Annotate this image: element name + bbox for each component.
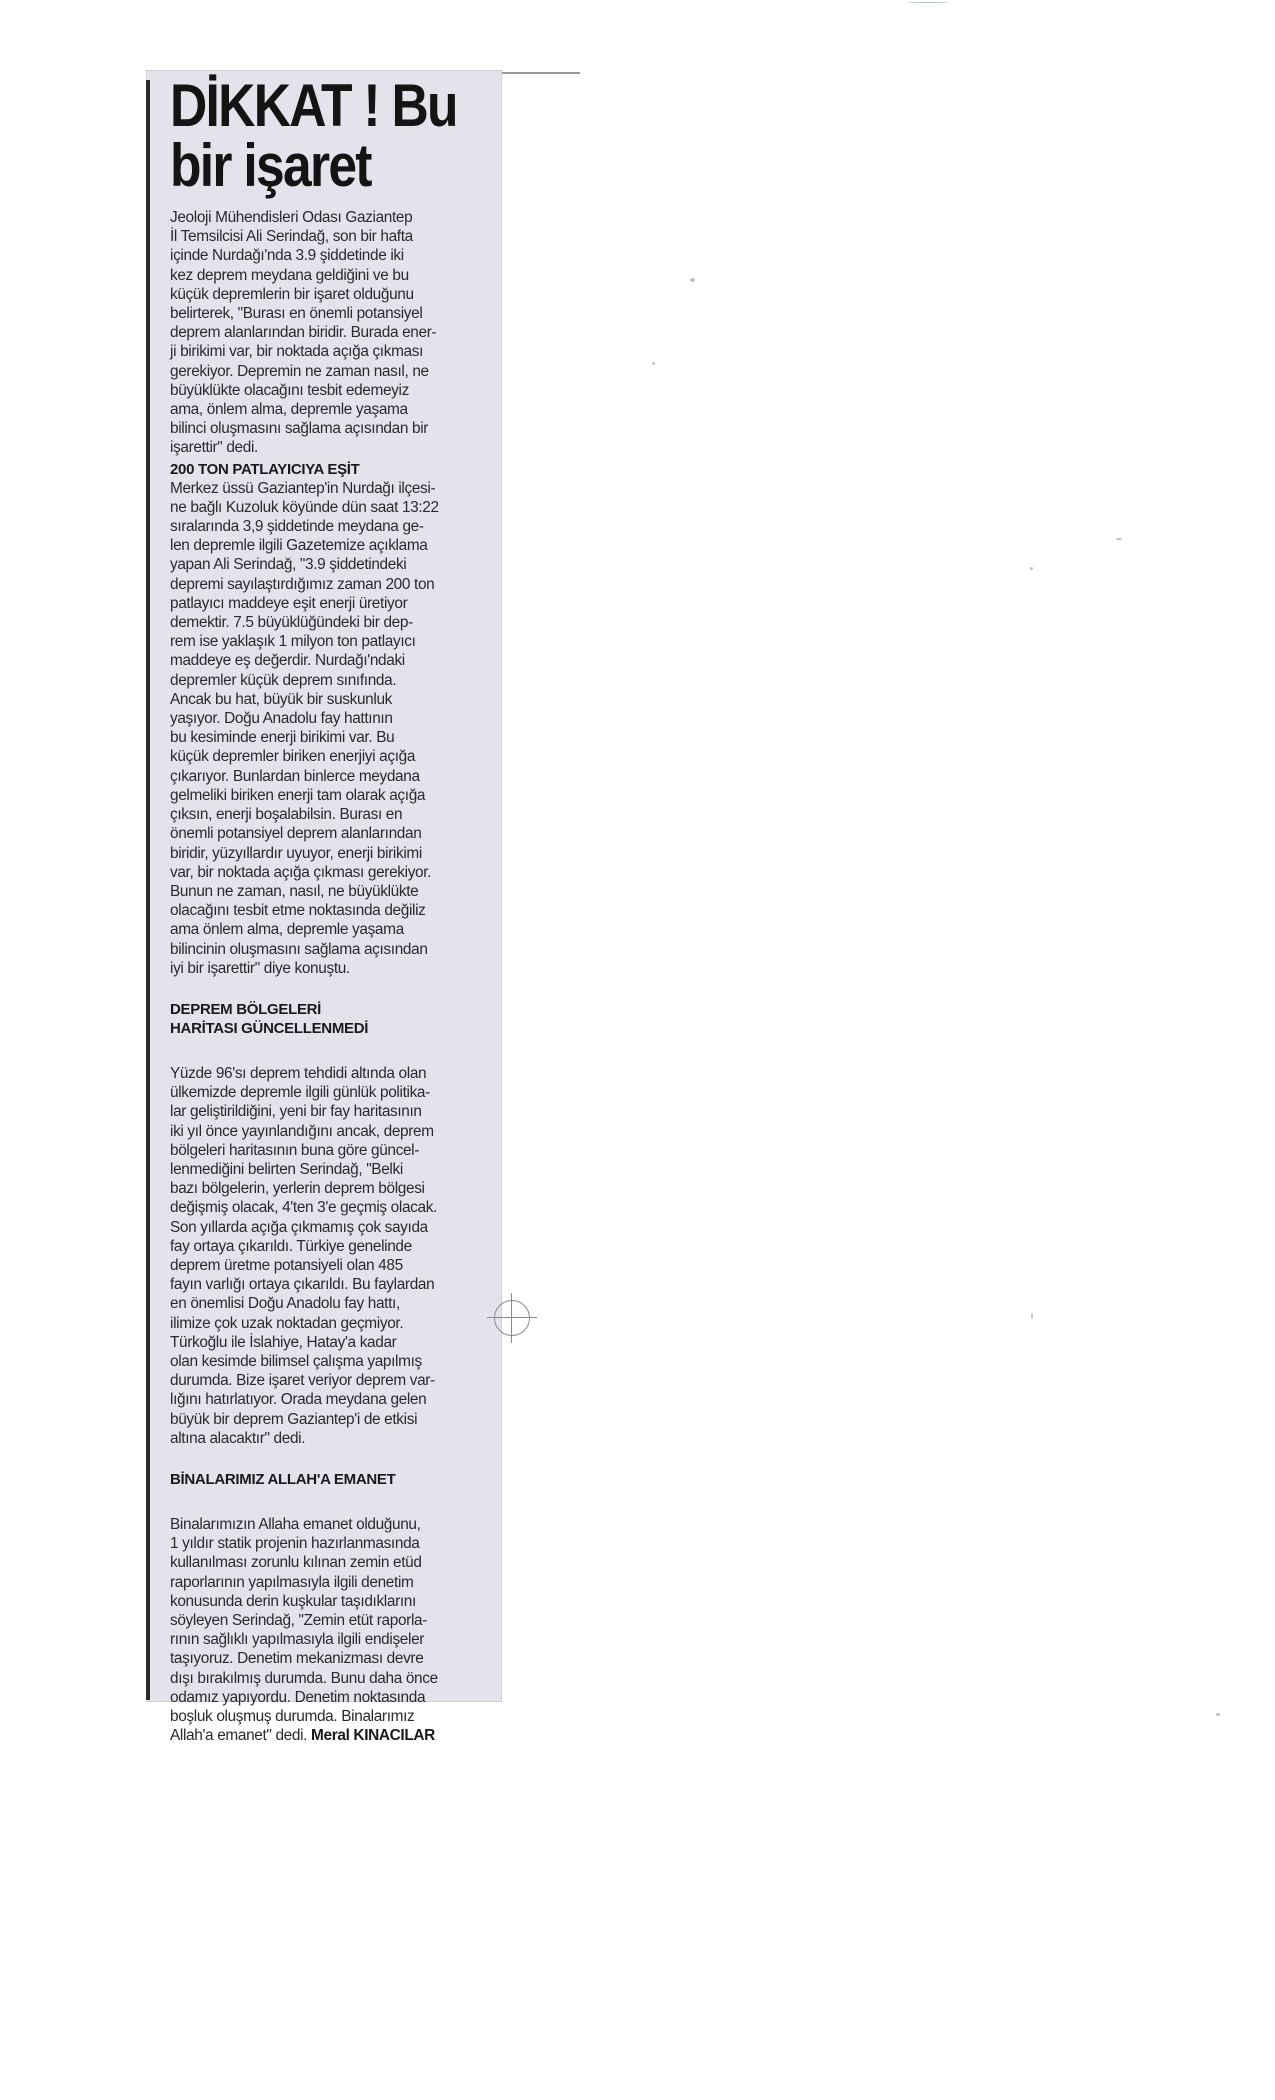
byline: Meral KINACILAR	[311, 1727, 435, 1745]
section-deprem-bolgeleri-body: Yüzde 96'sı deprem tehdidi altında olan ülkemizde depremle ilgili günlük politika- lar geliştirildiğini, yeni bir fay haritasının iki yıl önce yayınlandığını ancak, deprem bölgeleri haritasının buna göre güncel- lenmediğini belirten Serindağ, "Belki bazı bölgelerin, yerlerin deprem bölgesi değişmiş olacak, 4'ten 3'e geçmiş olacak. Son yıllarda açığa çıkmamış çok sayıda fay ortaya çıkarıldı. Türkiye genelinde deprem üretme potansiyeli olan 485 fayın varlığı ortaya çıkarıldı. Bu faylardan en önemlisi Doğu Anadolu fay hattı, ilimize çok uzak noktadan geçmiyor. Türkoğlu ile İslahiye, Hatay'a kadar olan kesimde bilimsel çalışma yapılmış durumda. Bize işaret veriyor deprem var- lığını hatırlatıyor. Orada meydana gelen büyük bir deprem Gaziantep'i de etkisi altına alacaktır" dedi.	[170, 1064, 437, 1447]
scan-speck-icon	[1116, 538, 1122, 540]
scan-speck-icon	[690, 278, 695, 282]
section-binalarimiz-body	[170, 1515, 496, 1745]
headline-line-2: bir işaret	[170, 132, 371, 199]
article-body	[170, 72, 496, 1745]
scan-speck-icon	[1031, 1313, 1033, 1319]
scan-speck-icon	[1216, 1713, 1220, 1716]
section-200-ton-body: Merkez üssü Gaziantep'in Nurdağı ilçesi- ne bağlı Kuzoluk köyünde dün saat 13:22 sıralarında 3,9 şiddetinde meydana ge- len depremle ilgili Gazetemize açıklama yapan Ali Serindağ, "3.9 şiddetindeki depremi sayılaştırdığımız zaman 200 ton patlayıcı maddeye eşit enerji üretiyor demektir. 7.5 büyüklüğündeki bir dep- rem ise yaklaşık 1 milyon ton patlayıcı maddeye eş değerdir. Nurdağı'ndaki depremler küçük deprem sınıfında. Ancak bu hat, büyük bir suskunluk yaşıyor. Doğu Anadolu fay hattının bu kesiminde enerji birikimi var. Bu küçük depremler biriken enerjiyi açığa çıkarıyor. Bunlardan binlerce meydana gelmeliki biriken enerji tam olarak açığa çıksın, enerji boşalabilsin. Burası en önemli potansiyel deprem alanlarından biridir, yüzyıllardır uyuyor, enerji birikimi var, bir noktada açığa çıkması gerekiyor. Bunun ne zaman, nasıl, ne büyüklükte olacağını tesbit etme noktasında değiliz ama önlem alma, depremle yaşama bilincinin oluşmasını sağlama açısından iyi bir işarettir" diye konuştu.	[170, 479, 439, 977]
left-rule	[146, 80, 150, 1700]
section-heading-binalarimiz: BİNALARIMIZ ALLAH'A EMANET	[170, 1470, 396, 1488]
newspaper-clipping	[146, 70, 502, 1745]
headline-line-1: DİKKAT ! Bu	[170, 72, 457, 139]
scan-speck-icon	[652, 362, 655, 365]
section-heading-200-ton: 200 TON PATLAYICIYA EŞİT	[170, 460, 360, 478]
scan-speck-icon	[908, 2, 948, 3]
section-binalarimiz-text: Binalarımızın Allaha emanet olduğunu, 1 yıldır statik projenin hazırlanmasında kullanılması zorunlu kılınan zemin etüd raporlarının yapılmasıyla ilgili denetim konusunda derin kuşkular taşıdıklarını söyleyen Serindağ, "Zemin etüt raporla- rının sağlıklı yapılmasıyla ilgili endişeler taşıyoruz. Denetim mekanizması devre dışı bırakılmış durumda. Bunu daha önce odamız yapıyordu. Denetim noktasında boşluk oluşmuş durumda. Binalarımız Allah'a emanet" dedi.	[170, 1515, 438, 1745]
intro-paragraph: Jeoloji Mühendisleri Odası Gaziantep İl Temsilcisi Ali Serindağ, son bir hafta içinde Nurdağı'nda 3.9 şiddetinde iki kez deprem meydana geldiğini ve bu küçük depremlerin bir işaret olduğunu belirterek, "Burası en önemli potansiyel deprem alanlarından biridir. Burada ener- ji birikimi var, bir noktada açığa çıkması gerekiyor. Depremin ne zaman nasıl, ne büyüklükte olacağını tesbit edemeyiz ama, önlem alma, depremle yaşama bilinci oluşmasını sağlama açısından bir işarettir" dedi.	[170, 209, 437, 457]
article-headline	[170, 72, 497, 199]
section-heading-deprem-bolgeleri: DEPREM BÖLGELERİ HARİTASI GÜNCELLENMEDİ	[170, 1000, 369, 1037]
registration-mark-icon	[494, 1300, 530, 1336]
scan-speck-icon	[1030, 567, 1033, 570]
